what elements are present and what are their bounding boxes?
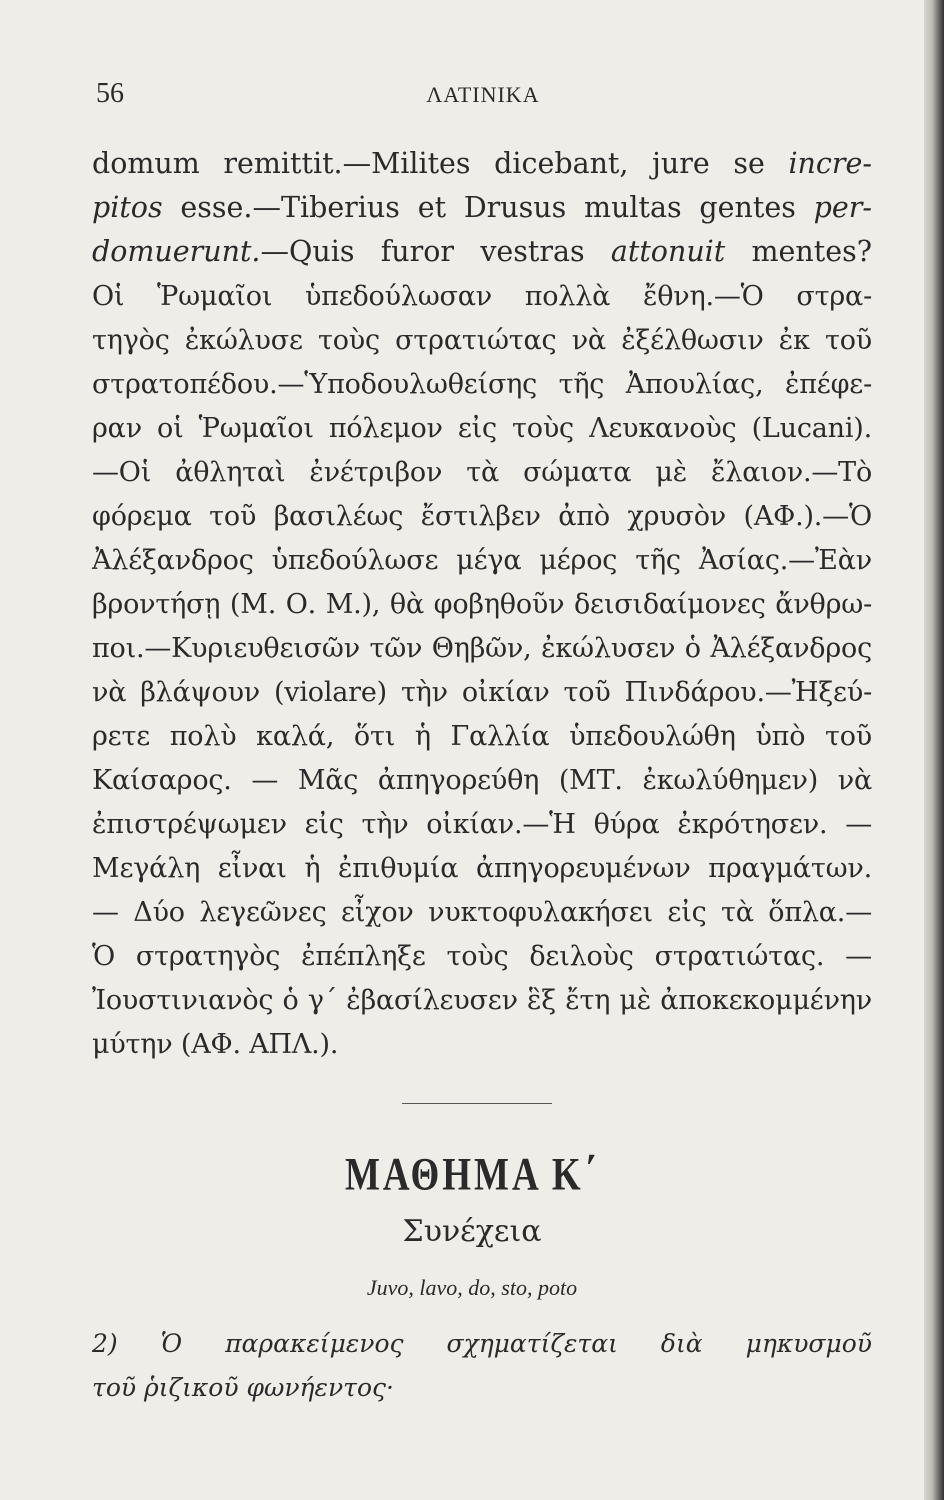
text-line — [92, 670, 872, 714]
text-segment: Ὁ στρατηγὸς ἐπέπληξε τοὺς δειλοὺς στρατιώτας. — — [92, 941, 872, 972]
text-segment: ποι.—Κυριευθεισῶν τῶν Θηβῶν, ἐκώλυσεν ὁ Ἀλέξανδρος — [92, 633, 872, 664]
grammar-rule-line: 2) Ὁ παρακείμενος σχηματίζεται διὰ μηκυσμοῦ — [92, 1329, 872, 1358]
text-line — [92, 494, 872, 538]
text-segment: Ἰουστινιανὸς ὁ γ΄ ἐβασίλευσεν ἓξ ἔτη μὲ ἀποκεκομμένην — [92, 985, 872, 1016]
section-divider — [402, 1103, 552, 1104]
verb-list: Juvo, lavo, do, sto, poto — [366, 1275, 578, 1300]
text-line — [92, 758, 872, 802]
text-line — [92, 1022, 872, 1066]
page-header — [96, 78, 870, 118]
lesson-title: ΜΑΘΗΜΑ Κ΄ — [344, 1149, 599, 1201]
text-segment: — Δύο λεγεῶνες εἶχον νυκτοφυλακήσει εἰς τὰ ὅπλα.— — [92, 897, 872, 928]
text-segment: per- — [813, 191, 872, 224]
text-line — [92, 626, 872, 670]
text-segment: φόρεμα τοῦ βασιλέως ἔστιλβεν ἀπὸ χρυσὸν (ΑΦ.).—Ὁ — [92, 501, 872, 532]
text-line — [92, 538, 872, 582]
text-line — [92, 890, 872, 934]
text-line — [92, 934, 872, 978]
text-segment: attonuit — [610, 235, 726, 268]
text-line — [92, 362, 872, 406]
text-line — [92, 142, 872, 186]
text-segment: incre- — [788, 147, 872, 180]
text-segment: βροντήσῃ (Μ. Ο. Μ.), θὰ φοβηθοῦν δεισιδαίμονες ἄνθρω- — [92, 589, 872, 620]
text-line — [92, 318, 872, 362]
text-segment: —Quis furor vestras — [260, 235, 611, 268]
text-segment: νὰ βλάψουν (violare) τὴν οἰκίαν τοῦ Πινδάρου.—Ἠξεύ- — [92, 677, 872, 708]
text-segment: domum remittit.—Milites dicebant, jure se — [92, 147, 789, 180]
text-segment: esse.—Tiberius et Drusus multas gentes — [162, 191, 814, 224]
grammar-rule — [92, 1322, 872, 1410]
text-segment: μύτην (ΑΦ. ΑΠΛ.). — [92, 1029, 339, 1060]
lesson-subtitle: Συνέχεια — [402, 1214, 542, 1249]
text-line — [92, 582, 872, 626]
text-line — [92, 186, 872, 230]
text-line — [92, 450, 872, 494]
text-line — [92, 978, 872, 1022]
text-segment: domuerunt. — [92, 235, 261, 268]
text-segment: mentes? — [725, 235, 872, 268]
text-segment: ρετε πολὺ καλά, ὅτι ἡ Γαλλία ὑπεδουλώθη ὑπὸ τοῦ — [92, 721, 872, 752]
grammar-rule-line: τοῦ ῥιζικοῦ φωνήεντος· — [92, 1373, 394, 1402]
text-segment: στρατοπέδου.—Ὑποδουλωθείσης τῆς Ἀπουλίας, ἐπέφε- — [92, 369, 872, 400]
running-title: ΛΑΤΙΝΙΚΑ — [426, 82, 540, 107]
page-number: 56 — [96, 78, 124, 109]
text-segment: ἐπιστρέψωμεν εἰς τὴν οἰκίαν.—Ἡ θύρα ἐκρότησεν. — — [92, 809, 872, 840]
text-segment: Μεγάλη εἶναι ἡ ἐπιθυμία ἀπηγορευμένων πραγμάτων. — [92, 853, 872, 884]
exercise-text — [92, 142, 872, 1066]
text-segment: —Οἱ ἀθληταὶ ἐνέτριβον τὰ σώματα μὲ ἔλαιον.—Τὸ — [92, 457, 872, 488]
text-segment: pitos — [92, 191, 163, 224]
text-segment: Οἱ Ῥωμαῖοι ὑπεδούλωσαν πολλὰ ἔθνη.—Ὁ στρα- — [92, 281, 872, 312]
text-line — [92, 714, 872, 758]
text-line — [92, 230, 872, 274]
text-segment: Ἀλέξανδρος ὑπεδούλωσε μέγα μέρος τῆς Ἀσίας.—Ἐὰν — [92, 545, 872, 576]
text-segment: τηγὸς ἐκώλυσε τοὺς στρατιώτας νὰ ἐξέλθωσιν ἐκ τοῦ — [92, 325, 872, 356]
text-segment: Καίσαρος. — Μᾶς ἀπηγορεύθη (ΜΤ. ἐκωλύθημεν) νὰ — [92, 765, 872, 796]
text-segment: ραν οἱ Ῥωμαῖοι πόλεμον εἰς τοὺς Λευκανοὺς (Lucani). — [92, 413, 872, 444]
text-line — [92, 406, 872, 450]
text-line — [92, 802, 872, 846]
text-line — [92, 274, 872, 318]
text-line — [92, 846, 872, 890]
